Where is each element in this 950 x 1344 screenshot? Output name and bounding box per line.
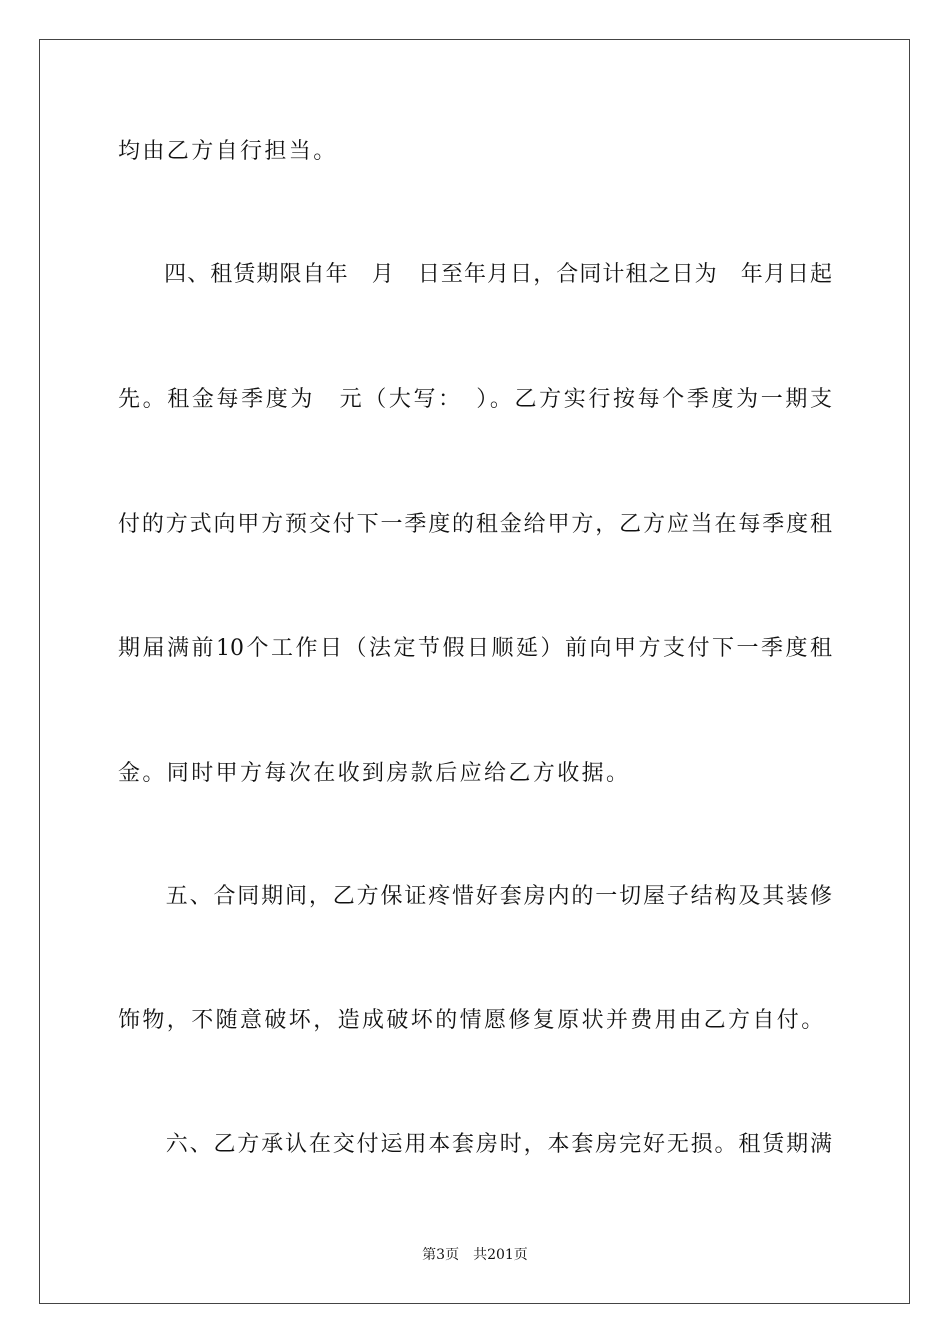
- text-line: 期届满前10个工作日（法定节假日顺延）前向甲方支付下一季度租: [118, 636, 832, 661]
- text-line: 均由乙方自行担当。: [118, 139, 338, 164]
- text-line: 四、租赁期限自年 月 日至年月日，合同计租之日为 年月日起: [118, 262, 832, 287]
- text-line: 付的方式向甲方预交付下一季度的租金给甲方，乙方应当在每季度租: [118, 512, 832, 537]
- text-line: 饰物，不随意破坏，造成破坏的情愿修复原状并费用由乙方自付。: [118, 1008, 826, 1033]
- page-frame: [39, 39, 910, 1304]
- page-number-footer: 第3页 共201页: [422, 1247, 528, 1263]
- text-line: 五、合同期间，乙方保证疼惜好套房内的一切屋子结构及其装修: [118, 884, 832, 909]
- text-line: 六、乙方承认在交付运用本套房时，本套房完好无损。租赁期满: [118, 1132, 832, 1157]
- text-line: 金。同时甲方每次在收到房款后应给乙方收据。: [118, 761, 631, 786]
- text-line: 先。租金每季度为 元（大写： ）。乙方实行按每个季度为一期支: [118, 387, 832, 412]
